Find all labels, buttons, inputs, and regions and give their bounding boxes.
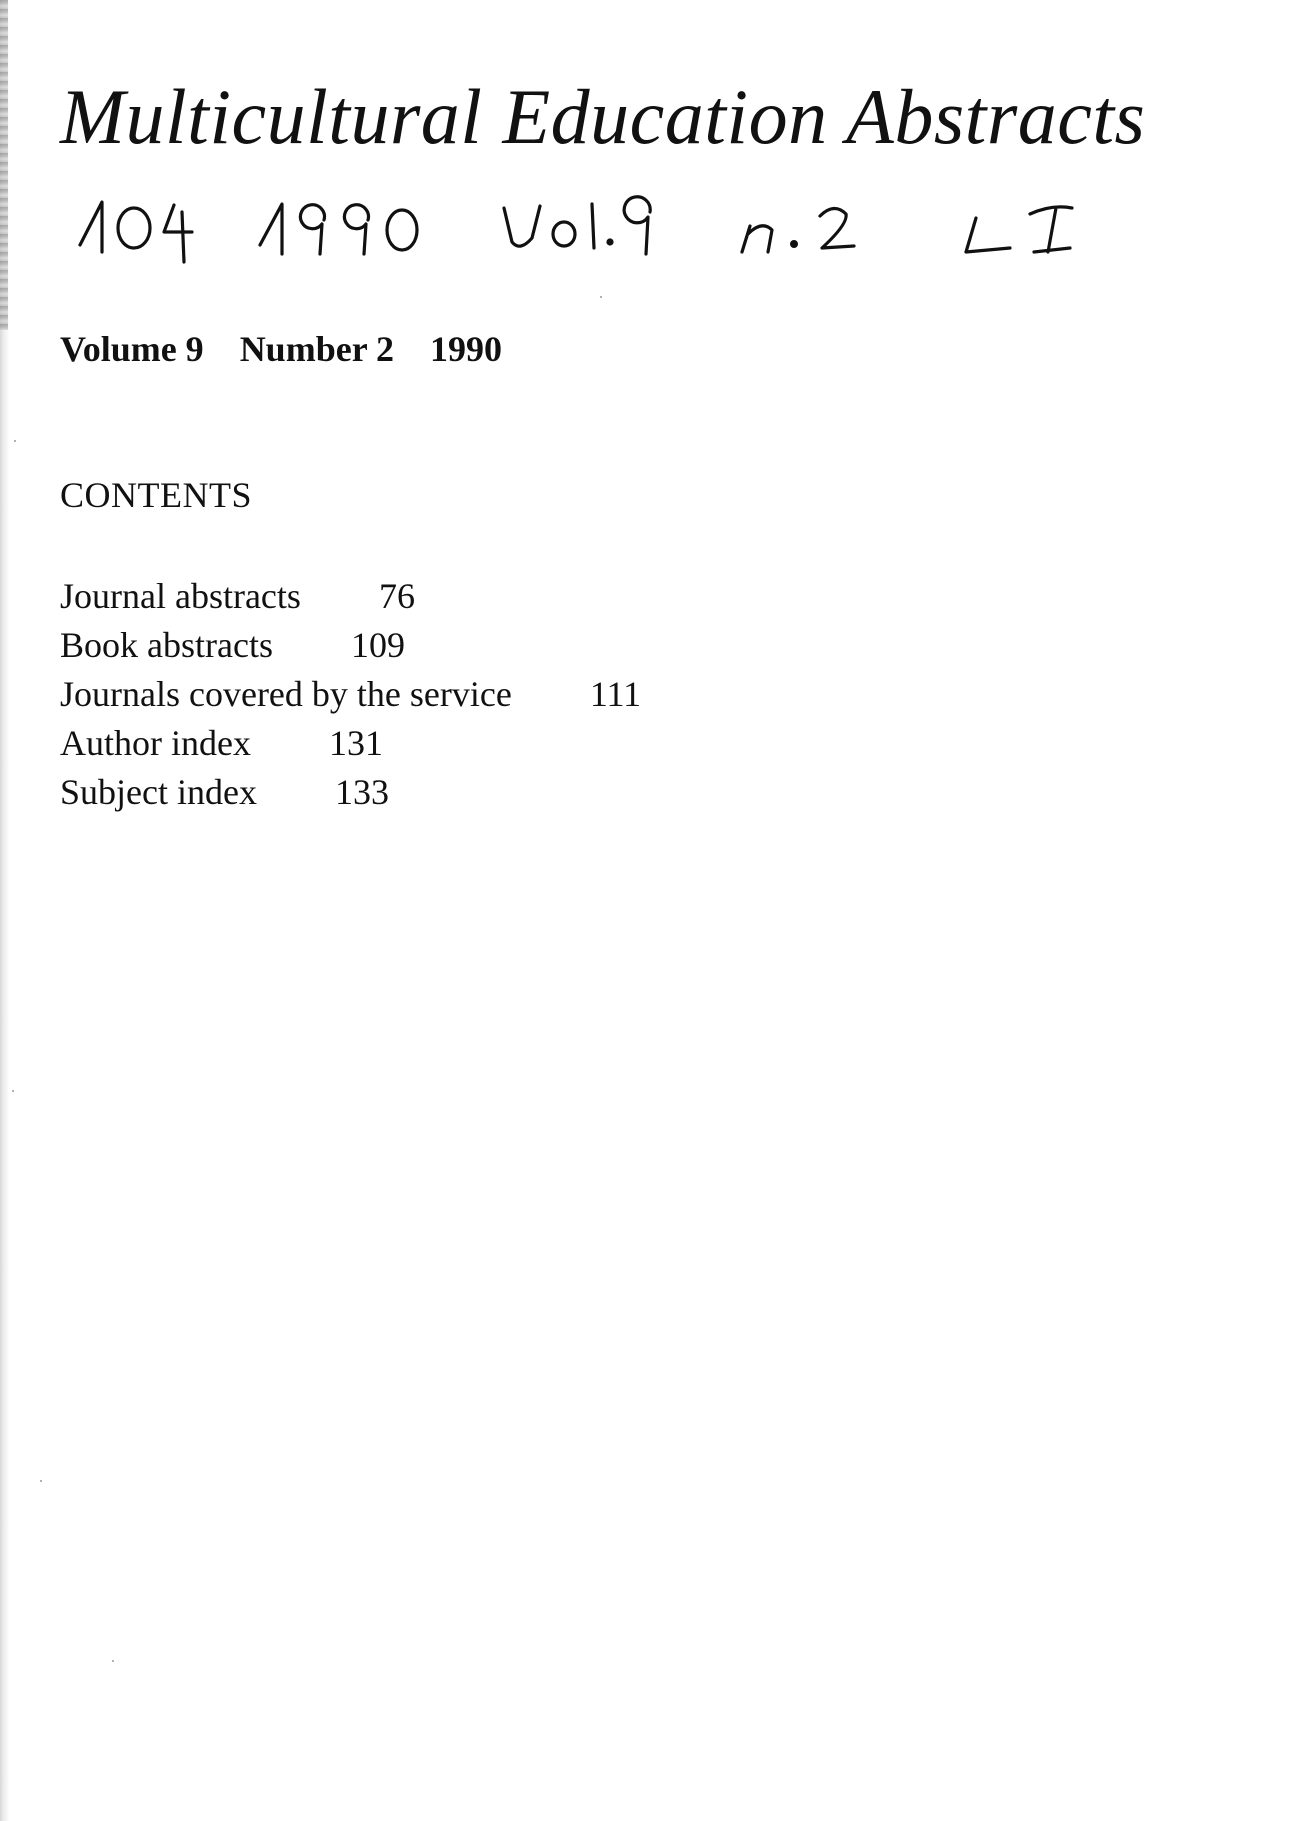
scan-edge-noise — [0, 0, 8, 330]
hw-letter-V — [504, 206, 540, 246]
hw-digit-1c — [1030, 207, 1072, 252]
hw-letter-o — [553, 222, 575, 246]
scan-speck — [600, 296, 602, 298]
entry-page: 109 — [350, 625, 405, 665]
hw-letter-n — [742, 226, 772, 252]
scan-speck — [112, 1660, 114, 1662]
issue-line — [60, 328, 502, 370]
scan-speck — [40, 1480, 42, 1482]
hw-letter-L — [966, 218, 1010, 252]
entry-title: Author index — [60, 723, 251, 763]
contents-heading: CONTENTS — [60, 475, 252, 515]
list-item — [60, 670, 641, 719]
hw-digit-9b — [344, 205, 368, 254]
hw-digit-0b — [387, 210, 417, 250]
entry-page: 76 — [378, 576, 415, 616]
list-item — [60, 572, 641, 621]
journal-title: Multicultural Education Abstracts — [60, 73, 1146, 160]
contents-list — [60, 572, 641, 817]
list-item — [60, 621, 641, 670]
entry-page: 133 — [334, 772, 389, 812]
issue-number: Number 2 — [239, 329, 395, 369]
entry-title: Subject index — [60, 772, 257, 812]
scan-speck — [14, 440, 16, 442]
hw-dot — [608, 240, 612, 244]
hw-digit-0 — [118, 208, 150, 248]
list-item — [60, 768, 641, 817]
hw-letter-l — [592, 204, 594, 248]
entry-title: Journals covered by the service — [60, 674, 512, 714]
hw-digit-1 — [80, 202, 102, 252]
hw-digit-9c — [624, 197, 650, 254]
issue-volume: Volume 9 — [60, 329, 204, 369]
hw-digit-9a — [300, 205, 324, 254]
handwritten-note — [72, 190, 1212, 280]
entry-title: Journal abstracts — [60, 576, 301, 616]
scan-speck — [12, 1090, 14, 1092]
handwritten-note-drawing — [72, 190, 1212, 280]
entry-title: Book abstracts — [60, 625, 273, 665]
hw-digit-4 — [164, 205, 192, 262]
issue-year: 1990 — [430, 329, 503, 369]
entry-page: 111 — [589, 674, 642, 714]
hw-digit-1b — [260, 204, 282, 254]
hw-digit-2 — [820, 208, 854, 248]
list-item — [60, 719, 641, 768]
entry-page: 131 — [328, 723, 383, 763]
hw-dot-2 — [792, 242, 797, 247]
